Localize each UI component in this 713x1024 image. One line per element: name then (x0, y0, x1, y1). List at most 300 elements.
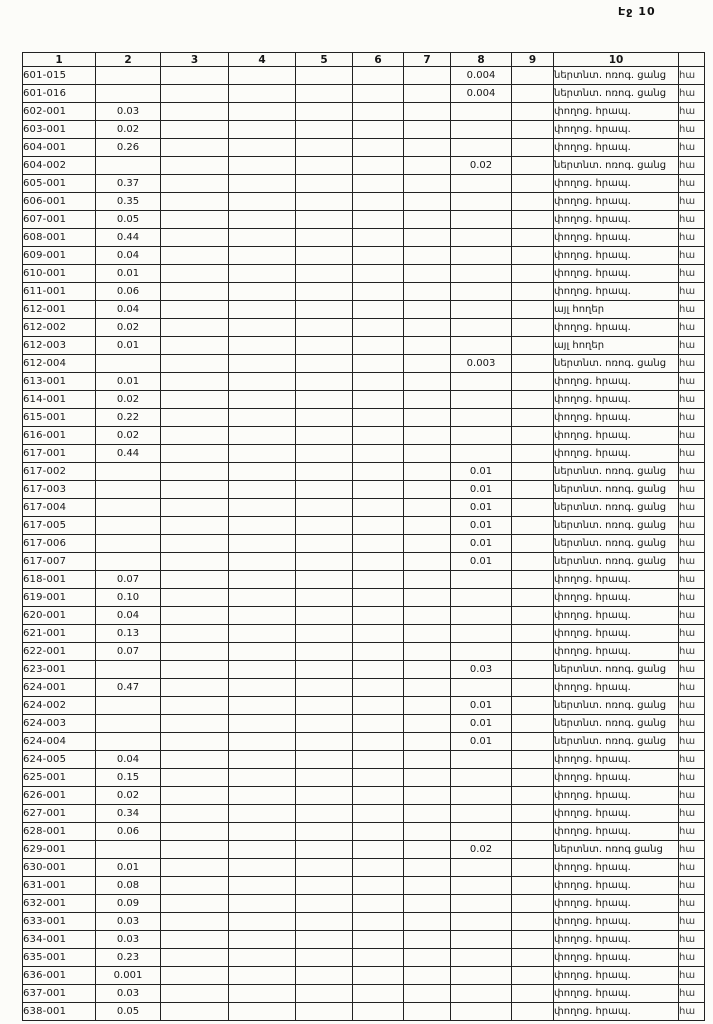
cell-land-use-type: փողոց. հրապ. (554, 391, 679, 409)
cell-col5 (296, 355, 353, 373)
cell-col9 (512, 643, 554, 661)
table-row (23, 301, 705, 319)
cell-col7 (404, 841, 451, 859)
table-row (23, 553, 705, 571)
cell-col5 (296, 823, 353, 841)
cell-col2-area: 0.44 (96, 445, 161, 463)
cell-col7 (404, 625, 451, 643)
cell-land-use-type: այլ հողեր (554, 301, 679, 319)
cell-parcel-code: 633-001 (23, 913, 96, 931)
cell-col5 (296, 607, 353, 625)
cell-col6 (353, 949, 404, 967)
table-row (23, 625, 705, 643)
cell-col6 (353, 607, 404, 625)
cell-col7 (404, 571, 451, 589)
cell-col5 (296, 211, 353, 229)
cell-col5 (296, 247, 353, 265)
cell-col5 (296, 409, 353, 427)
cell-col7 (404, 193, 451, 211)
table-row (23, 841, 705, 859)
cell-col6 (353, 481, 404, 499)
cell-col2-area: 0.04 (96, 751, 161, 769)
cell-col3 (161, 355, 229, 373)
margin-unit-mark: հա (679, 985, 705, 1003)
cell-col4 (229, 193, 296, 211)
cell-col5 (296, 661, 353, 679)
cell-parcel-code: 624-004 (23, 733, 96, 751)
land-register-table (22, 52, 705, 1021)
cell-land-use-type: ներտնտ. ոռոգ. ցանց (554, 499, 679, 517)
cell-land-use-type: փողոց. հրապ. (554, 571, 679, 589)
cell-land-use-type: փողոց. հրապ. (554, 121, 679, 139)
cell-col2-area (96, 67, 161, 85)
cell-land-use-type: ներտնտ. ոռոգ. ցանց (554, 535, 679, 553)
cell-col4 (229, 841, 296, 859)
cell-col4 (229, 589, 296, 607)
cell-land-use-type: փողոց. հրապ. (554, 679, 679, 697)
cell-col6 (353, 787, 404, 805)
cell-col9 (512, 787, 554, 805)
cell-col7 (404, 949, 451, 967)
cell-col6 (353, 319, 404, 337)
cell-parcel-code: 616-001 (23, 427, 96, 445)
cell-col2-area: 0.03 (96, 985, 161, 1003)
cell-parcel-code: 603-001 (23, 121, 96, 139)
cell-col7 (404, 301, 451, 319)
cell-col9 (512, 733, 554, 751)
cell-col6 (353, 265, 404, 283)
table-row (23, 265, 705, 283)
cell-col3 (161, 625, 229, 643)
margin-unit-mark: հա (679, 121, 705, 139)
cell-parcel-code: 617-002 (23, 463, 96, 481)
cell-col7 (404, 229, 451, 247)
cell-parcel-code: 614-001 (23, 391, 96, 409)
cell-col6 (353, 625, 404, 643)
cell-land-use-type: ներտնտ. ոռոգ. ցանց (554, 355, 679, 373)
table-row (23, 787, 705, 805)
cell-col2-area: 0.06 (96, 283, 161, 301)
table-row (23, 283, 705, 301)
margin-unit-mark: հա (679, 355, 705, 373)
cell-col2-area: 0.04 (96, 607, 161, 625)
cell-col2-area: 0.01 (96, 337, 161, 355)
table-row (23, 481, 705, 499)
cell-col7 (404, 175, 451, 193)
cell-col2-area: 0.23 (96, 949, 161, 967)
cell-col9 (512, 697, 554, 715)
cell-parcel-code: 604-001 (23, 139, 96, 157)
margin-unit-mark: հա (679, 823, 705, 841)
cell-col3 (161, 697, 229, 715)
margin-unit-mark: հա (679, 445, 705, 463)
cell-col4 (229, 715, 296, 733)
cell-col7 (404, 643, 451, 661)
cell-parcel-code: 606-001 (23, 193, 96, 211)
cell-col3 (161, 391, 229, 409)
cell-col6 (353, 733, 404, 751)
cell-land-use-type: ներտնտ. ոռոգ. ցանց (554, 481, 679, 499)
cell-col7 (404, 211, 451, 229)
cell-col8-area: 0.01 (451, 553, 512, 571)
table-row (23, 103, 705, 121)
cell-col3 (161, 877, 229, 895)
cell-col6 (353, 463, 404, 481)
cell-col7 (404, 103, 451, 121)
cell-col5 (296, 1003, 353, 1021)
margin-unit-mark: հա (679, 607, 705, 625)
cell-col2-area: 0.06 (96, 823, 161, 841)
cell-parcel-code: 632-001 (23, 895, 96, 913)
cell-col5 (296, 913, 353, 931)
cell-col8-area (451, 895, 512, 913)
cell-col6 (353, 283, 404, 301)
cell-col9 (512, 265, 554, 283)
margin-unit-mark: հա (679, 733, 705, 751)
cell-col8-area (451, 193, 512, 211)
column-header: 7 (404, 53, 451, 67)
cell-col3 (161, 247, 229, 265)
cell-col9 (512, 499, 554, 517)
cell-col7 (404, 445, 451, 463)
column-header: 1 (23, 53, 96, 67)
cell-col3 (161, 427, 229, 445)
cell-col3 (161, 319, 229, 337)
cell-col4 (229, 265, 296, 283)
margin-unit-mark: հա (679, 553, 705, 571)
cell-col7 (404, 607, 451, 625)
cell-col6 (353, 121, 404, 139)
cell-land-use-type: փողոց. հրապ. (554, 859, 679, 877)
table-body (23, 67, 705, 1021)
cell-col2-area (96, 697, 161, 715)
cell-col7 (404, 499, 451, 517)
cell-col8-area: 0.003 (451, 355, 512, 373)
cell-col5 (296, 283, 353, 301)
cell-parcel-code: 623-001 (23, 661, 96, 679)
cell-col2-area: 0.02 (96, 391, 161, 409)
cell-col3 (161, 409, 229, 427)
cell-col8-area (451, 607, 512, 625)
cell-col8-area (451, 805, 512, 823)
cell-col3 (161, 589, 229, 607)
cell-parcel-code: 617-005 (23, 517, 96, 535)
margin-unit-mark: հա (679, 877, 705, 895)
cell-col8-area (451, 913, 512, 931)
margin-unit-mark: հա (679, 697, 705, 715)
cell-parcel-code: 608-001 (23, 229, 96, 247)
cell-col4 (229, 571, 296, 589)
cell-col6 (353, 679, 404, 697)
cell-parcel-code: 637-001 (23, 985, 96, 1003)
table-row (23, 535, 705, 553)
cell-col2-area: 0.04 (96, 301, 161, 319)
margin-unit-mark: հա (679, 103, 705, 121)
cell-land-use-type: ներտնտ. ոռոգ. ցանց (554, 85, 679, 103)
cell-col8-area (451, 139, 512, 157)
cell-col7 (404, 985, 451, 1003)
cell-col2-area: 0.07 (96, 571, 161, 589)
cell-col3 (161, 715, 229, 733)
cell-col9 (512, 229, 554, 247)
cell-col3 (161, 607, 229, 625)
cell-col6 (353, 175, 404, 193)
column-header: 10 (554, 53, 679, 67)
cell-col7 (404, 391, 451, 409)
table-row (23, 427, 705, 445)
cell-col6 (353, 157, 404, 175)
cell-parcel-code: 618-001 (23, 571, 96, 589)
cell-col5 (296, 373, 353, 391)
cell-col7 (404, 553, 451, 571)
cell-col5 (296, 193, 353, 211)
cell-land-use-type: փողոց. հրապ. (554, 229, 679, 247)
cell-col8-area (451, 949, 512, 967)
cell-parcel-code: 605-001 (23, 175, 96, 193)
cell-col9 (512, 625, 554, 643)
cell-col5 (296, 679, 353, 697)
cell-col7 (404, 463, 451, 481)
cell-col7 (404, 931, 451, 949)
cell-col6 (353, 643, 404, 661)
margin-unit-mark: հա (679, 499, 705, 517)
cell-col7 (404, 481, 451, 499)
cell-col7 (404, 751, 451, 769)
cell-col3 (161, 841, 229, 859)
cell-col3 (161, 859, 229, 877)
cell-col8-area: 0.01 (451, 733, 512, 751)
cell-col9 (512, 139, 554, 157)
cell-land-use-type: ներտնտ. ոռոգ. ցանց (554, 67, 679, 85)
table-row (23, 229, 705, 247)
cell-parcel-code: 636-001 (23, 967, 96, 985)
table-row (23, 355, 705, 373)
cell-parcel-code: 601-016 (23, 85, 96, 103)
margin-unit-mark: հա (679, 247, 705, 265)
cell-land-use-type: փողոց. հրապ. (554, 139, 679, 157)
cell-col9 (512, 841, 554, 859)
cell-parcel-code: 638-001 (23, 1003, 96, 1021)
cell-col7 (404, 139, 451, 157)
cell-col5 (296, 121, 353, 139)
cell-col7 (404, 283, 451, 301)
cell-col8-area: 0.01 (451, 517, 512, 535)
cell-col9 (512, 805, 554, 823)
table-row (23, 751, 705, 769)
table-row (23, 985, 705, 1003)
cell-col2-area (96, 733, 161, 751)
cell-col2-area: 0.47 (96, 679, 161, 697)
cell-land-use-type: փողոց. հրապ. (554, 787, 679, 805)
cell-col3 (161, 967, 229, 985)
cell-col7 (404, 337, 451, 355)
cell-col5 (296, 877, 353, 895)
cell-col8-area (451, 1003, 512, 1021)
cell-col9 (512, 859, 554, 877)
cell-land-use-type: ներտնտ. ոռոգ. ցանց (554, 715, 679, 733)
cell-col9 (512, 517, 554, 535)
cell-col3 (161, 751, 229, 769)
cell-col8-area (451, 409, 512, 427)
cell-col5 (296, 625, 353, 643)
cell-land-use-type: փողոց. հրապ. (554, 751, 679, 769)
cell-col6 (353, 337, 404, 355)
cell-land-use-type: փողոց. հրապ. (554, 319, 679, 337)
cell-col5 (296, 931, 353, 949)
cell-col6 (353, 391, 404, 409)
header-margin-spacer (679, 53, 705, 67)
cell-col8-area: 0.02 (451, 841, 512, 859)
cell-col6 (353, 715, 404, 733)
cell-col4 (229, 895, 296, 913)
cell-col7 (404, 859, 451, 877)
cell-col7 (404, 805, 451, 823)
cell-col9 (512, 337, 554, 355)
cell-land-use-type: փողոց. հրապ. (554, 769, 679, 787)
cell-land-use-type: փողոց. հրապ. (554, 967, 679, 985)
cell-col5 (296, 265, 353, 283)
column-header: 6 (353, 53, 404, 67)
cell-col9 (512, 661, 554, 679)
cell-col3 (161, 517, 229, 535)
cell-land-use-type: փողոց. հրապ. (554, 895, 679, 913)
cell-parcel-code: 612-003 (23, 337, 96, 355)
cell-col6 (353, 697, 404, 715)
cell-col6 (353, 409, 404, 427)
cell-col2-area: 0.15 (96, 769, 161, 787)
cell-col5 (296, 175, 353, 193)
cell-col2-area: 0.07 (96, 643, 161, 661)
cell-col9 (512, 1003, 554, 1021)
cell-parcel-code: 617-007 (23, 553, 96, 571)
cell-col6 (353, 823, 404, 841)
cell-col2-area (96, 157, 161, 175)
cell-col8-area (451, 931, 512, 949)
cell-col2-area (96, 517, 161, 535)
cell-col8-area: 0.03 (451, 661, 512, 679)
cell-col3 (161, 787, 229, 805)
table-row (23, 643, 705, 661)
cell-col8-area (451, 319, 512, 337)
cell-land-use-type: փողոց. հրապ. (554, 445, 679, 463)
cell-col4 (229, 535, 296, 553)
cell-col4 (229, 823, 296, 841)
margin-unit-mark: հա (679, 517, 705, 535)
cell-col6 (353, 805, 404, 823)
cell-col9 (512, 769, 554, 787)
cell-col4 (229, 643, 296, 661)
cell-col3 (161, 157, 229, 175)
cell-col2-area: 0.13 (96, 625, 161, 643)
cell-col8-area: 0.01 (451, 463, 512, 481)
cell-land-use-type: փողոց. հրապ. (554, 211, 679, 229)
cell-col6 (353, 1003, 404, 1021)
cell-parcel-code: 611-001 (23, 283, 96, 301)
cell-col3 (161, 193, 229, 211)
cell-col2-area: 0.37 (96, 175, 161, 193)
cell-col9 (512, 751, 554, 769)
margin-unit-mark: հա (679, 409, 705, 427)
cell-col4 (229, 913, 296, 931)
cell-col7 (404, 373, 451, 391)
cell-parcel-code: 613-001 (23, 373, 96, 391)
cell-parcel-code: 624-003 (23, 715, 96, 733)
cell-col8-area (451, 229, 512, 247)
cell-col4 (229, 985, 296, 1003)
table-row (23, 247, 705, 265)
cell-land-use-type: փողոց. հրապ. (554, 373, 679, 391)
table-row (23, 445, 705, 463)
cell-col6 (353, 913, 404, 931)
cell-parcel-code: 624-001 (23, 679, 96, 697)
cell-col5 (296, 589, 353, 607)
cell-col7 (404, 697, 451, 715)
cell-col8-area (451, 877, 512, 895)
cell-col5 (296, 391, 353, 409)
cell-col9 (512, 103, 554, 121)
cell-col8-area: 0.01 (451, 715, 512, 733)
cell-col6 (353, 427, 404, 445)
margin-unit-mark: հա (679, 805, 705, 823)
cell-col6 (353, 895, 404, 913)
cell-col5 (296, 139, 353, 157)
cell-col3 (161, 67, 229, 85)
margin-unit-mark: հա (679, 175, 705, 193)
cell-land-use-type: ներտնտ. ոռոգ. ցանց (554, 553, 679, 571)
cell-parcel-code: 617-004 (23, 499, 96, 517)
cell-col2-area: 0.26 (96, 139, 161, 157)
margin-unit-mark: հա (679, 589, 705, 607)
cell-col9 (512, 895, 554, 913)
cell-col4 (229, 103, 296, 121)
cell-parcel-code: 625-001 (23, 769, 96, 787)
cell-col5 (296, 571, 353, 589)
cell-land-use-type: ներտնտ. ոռոգ. ցանց (554, 661, 679, 679)
cell-col6 (353, 193, 404, 211)
cell-col2-area: 0.01 (96, 859, 161, 877)
cell-col2-area: 0.22 (96, 409, 161, 427)
margin-unit-mark: հա (679, 211, 705, 229)
cell-col2-area: 0.001 (96, 967, 161, 985)
cell-col7 (404, 769, 451, 787)
cell-col6 (353, 859, 404, 877)
table-row (23, 373, 705, 391)
cell-land-use-type: փողոց. հրապ. (554, 877, 679, 895)
cell-col6 (353, 373, 404, 391)
cell-col7 (404, 355, 451, 373)
cell-col8-area (451, 859, 512, 877)
cell-col2-area: 0.10 (96, 589, 161, 607)
cell-col9 (512, 319, 554, 337)
table-row (23, 67, 705, 85)
cell-col4 (229, 121, 296, 139)
cell-col5 (296, 67, 353, 85)
cell-parcel-code: 620-001 (23, 607, 96, 625)
margin-unit-mark: հա (679, 337, 705, 355)
cell-col7 (404, 967, 451, 985)
cell-col9 (512, 355, 554, 373)
table-row (23, 895, 705, 913)
cell-col4 (229, 139, 296, 157)
cell-col2-area: 0.05 (96, 211, 161, 229)
cell-col5 (296, 535, 353, 553)
cell-col2-area (96, 841, 161, 859)
cell-col2-area: 0.08 (96, 877, 161, 895)
cell-land-use-type: ներտնտ. ոռոգ. ցանց (554, 733, 679, 751)
table-row (23, 571, 705, 589)
cell-col2-area: 0.02 (96, 319, 161, 337)
cell-col3 (161, 1003, 229, 1021)
